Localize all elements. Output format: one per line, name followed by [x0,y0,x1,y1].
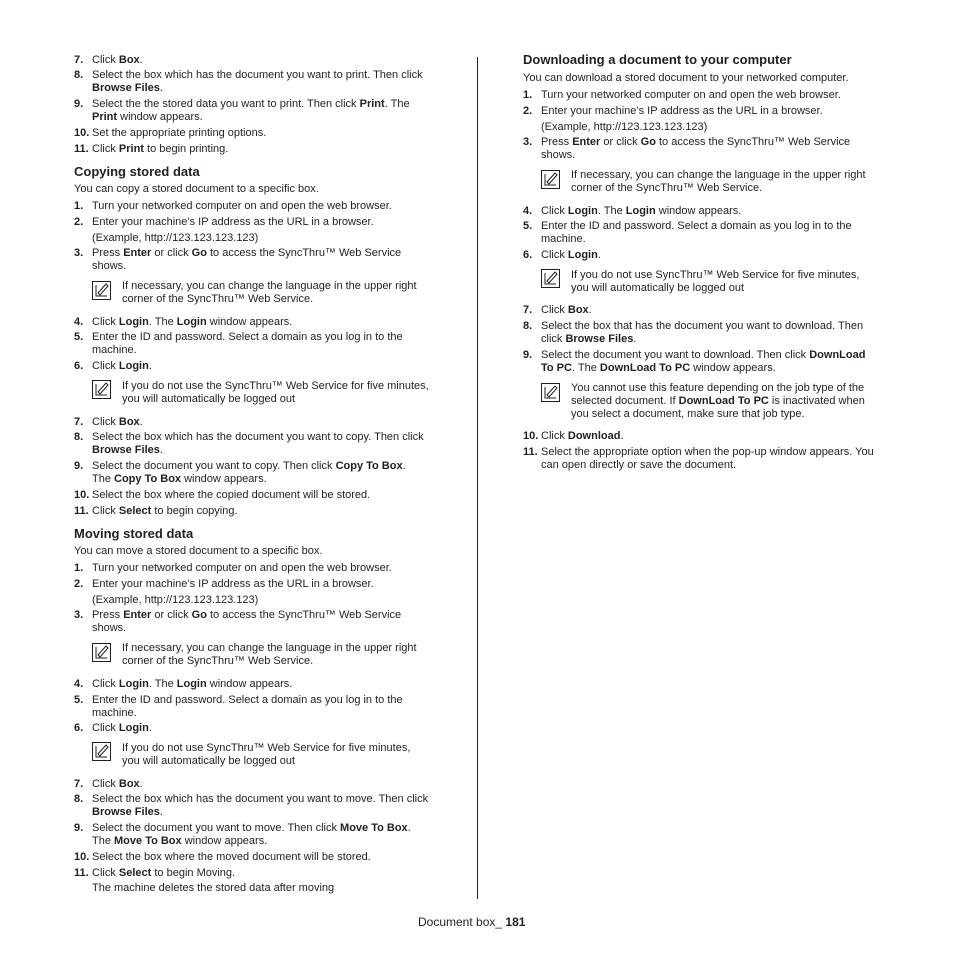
copy-note-language: If necessary, you can change the language in the upper right corner of the SyncThru™ Web Service. [122,280,417,305]
note-icon [92,742,111,761]
note-icon [92,643,111,662]
page-footer [418,914,525,930]
dl-note-language: If necessary, you can change the language in the upper right corner of the SyncThru™ Web Service. [571,169,866,194]
note-icon [92,281,111,300]
download-heading: Downloading a document to your computer [523,52,792,67]
moving-intro: You can move a stored document to a specific box. [74,545,323,557]
column-divider [477,57,478,899]
page-number: 181 [505,915,526,929]
copying-heading: Copying stored data [74,164,200,179]
dl-note-logout: If you do not use SyncThru™ Web Service for five minutes, you will automatically be logged out [571,269,860,294]
note-icon [541,269,560,288]
move-note-language: If necessary, you can change the language in the upper right corner of the SyncThru™ Web Service. [122,642,417,667]
copying-intro: You can copy a stored document to a specific box. [74,183,319,195]
footer-label: Document box_ [418,915,506,929]
copy-note-logout: If you do not use the SyncThru™ Web Service for five minutes, you will automatically be logged out [122,380,429,405]
move-note-logout: If you do not use SyncThru™ Web Service for five minutes, you will automatically be logged out [122,742,411,767]
note-icon [92,380,111,399]
dl-note-job-type: You cannot use this feature depending on the job type of the selected document. If DownLoad To PC is inactivated when you select a document, make sure that job type. [571,382,865,420]
note-icon [541,170,560,189]
download-intro: You can download a stored document to your networked computer. [523,72,849,84]
moving-heading: Moving stored data [74,526,194,541]
note-icon [541,383,560,402]
